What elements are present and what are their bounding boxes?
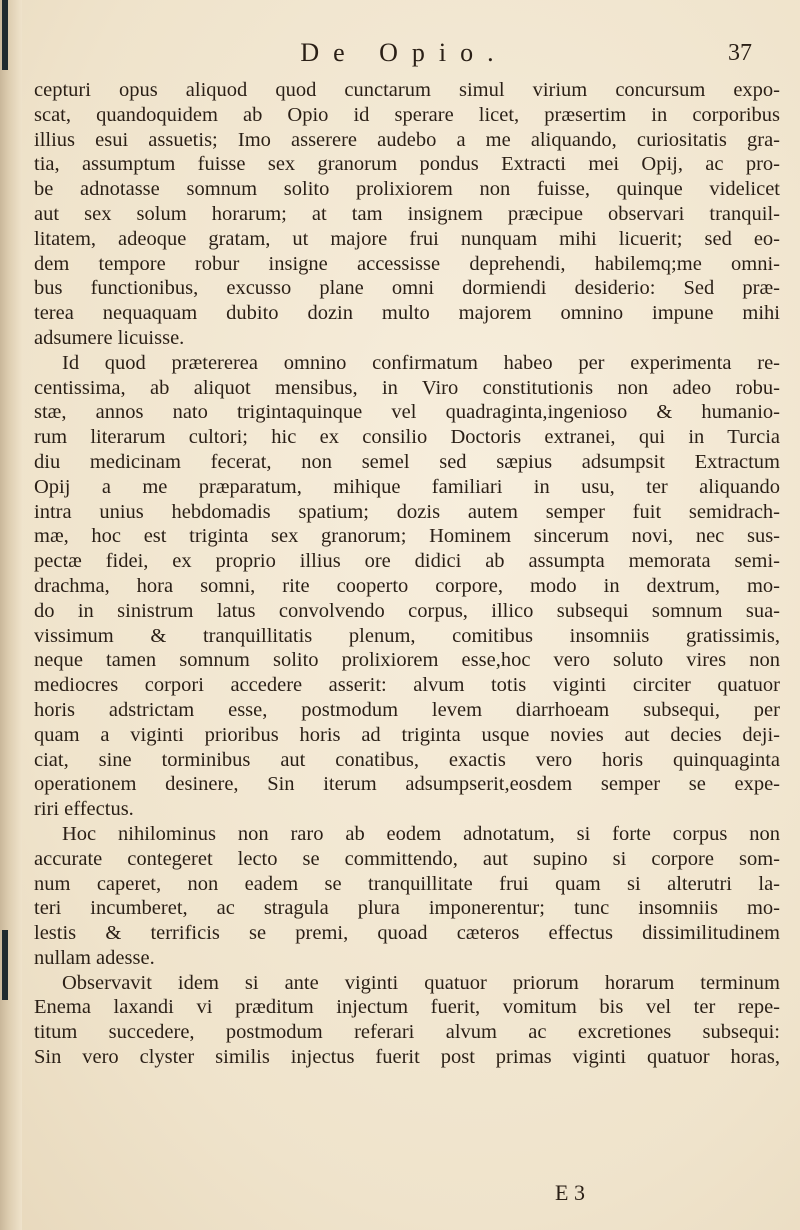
text-line: Sin vero clyster similis injectus fuerit post primas viginti quatuor horas, [34, 1046, 780, 1069]
text-line: horis adstrictam esse, postmodum levem diarrhoeam subsequi, per [34, 698, 780, 721]
text-line: intra unius hebdomadis spatium; dozis autem semper fuit semidrach- [34, 500, 780, 523]
text-line: illius esui assuetis; Imo asserere audebo a me aliquando, curiositatis gra- [34, 128, 780, 151]
text-line: stæ, annos nato trigintaquinque vel quadraginta,ingenioso & humanio- [34, 401, 780, 424]
text-line: vissimum & tranquillitatis plenum, comitibus insomniis gratissimis, [34, 624, 780, 647]
text-line: tia, assumptum fuisse sex granorum pondus Extracti mei Opij, ac pro- [34, 153, 780, 176]
body-text [34, 78, 780, 1070]
text-line: cepturi opus aliquod quod cunctarum simul virium concursum expo- [34, 79, 780, 101]
binding-mark [2, 930, 8, 1000]
running-title: De Opio. [300, 38, 508, 67]
text-line: ciat, sine torminibus aut conatibus, exactis vero horis quinquaginta [34, 748, 780, 771]
text-line: Enema laxandi vi præditum injectum fuerit, vomitum bis vel ter repe- [34, 996, 780, 1019]
text-line: Hoc nihilominus non raro ab eodem adnotatum, si forte corpus non [62, 822, 780, 845]
text-line: neque tamen somnum solito prolixiorem esse,hoc vero soluto vires non [34, 649, 780, 672]
text-line: quam a viginti prioribus horis ad triginta usque novies aut decies deji- [34, 723, 780, 746]
text-line: bus functionibus, excusso plane omni dormiendi desiderio: Sed præ- [34, 277, 780, 300]
text-line: litatem, adeoque gratam, ut majore frui nunquam mihi licuerit; sed eo- [34, 227, 780, 250]
text-line: Opij a me præparatum, mihique familiari in usu, ter aliquando [34, 475, 780, 498]
text-line: Id quod prætererea omnino confirmatum habeo per experimenta re- [62, 351, 780, 374]
text-line: rum literarum cultori; hic ex consilio Doctoris extranei, qui in Turcia [34, 426, 780, 449]
binding-mark [2, 0, 8, 70]
page-number: 37 [728, 40, 752, 66]
page-header [34, 38, 774, 70]
text-line: lestis & terrificis se premi, quoad cæteros effectus dissimilitudinem [34, 922, 780, 945]
text-line: mediocres corpori accedere asserit: alvum totis viginti circiter quatuor [34, 674, 780, 697]
text-line: dem tempore robur insigne accessisse deprehendi, habilemq;me omni- [34, 252, 780, 275]
text-line: riri effectus. [34, 798, 134, 821]
text-line: Observavit idem si ante viginti quatuor priorum horarum terminum [62, 971, 780, 994]
text-line: operationem desinere, Sin iterum adsumpserit,eosdem semper se expe- [34, 773, 780, 796]
text-line: teri incumberet, ac stragula plura imponerentur; tunc insomniis mo- [34, 897, 780, 920]
signature-mark: E 3 [555, 1180, 585, 1205]
text-line: adsumere licuisse. [34, 326, 185, 349]
text-line: do in sinistrum latus convolvendo corpus, illico subsequi somnum sua- [34, 599, 780, 622]
text-line: drachma, hora somni, rite cooperto corpore, modo in dextrum, mo- [34, 574, 780, 597]
text-line: mæ, hoc est triginta sex granorum; Hominem sincerum novi, nec sus- [34, 525, 780, 548]
text-line: nullam adesse. [34, 946, 155, 969]
text-line: centissima, ab aliquot mensibus, in Viro constitutionis non adeo robu- [34, 376, 780, 399]
text-line: diu medicinam fecerat, non semel sed sæpius adsumpsit Extractum [34, 450, 780, 473]
text-line: be adnotasse somnum solito prolixiorem non fuisse, quinque videlicet [34, 178, 780, 201]
text-line: pectæ fidei, ex proprio illius ore didici ab assumpta memorata semi- [34, 550, 780, 573]
text-line: aut sex solum horarum; at tam insignem præcipue observari tranquil- [34, 202, 780, 225]
text-line: accurate contegeret lecto se committendo, aut supino si corpore som- [34, 847, 780, 870]
text-line: scat, quandoquidem ab Opio id sperare licet, præsertim in corporibus [34, 103, 780, 126]
text-line: terea nequaquam dubito dozin multo majorem omnino impune mihi [34, 302, 780, 325]
page-gutter [0, 0, 22, 1230]
text-line: titum succedere, postmodum referari alvum ac excretiones subsequi: [34, 1021, 780, 1044]
text-line: num caperet, non eadem se tranquillitate frui quam si alterutri la- [34, 872, 780, 895]
